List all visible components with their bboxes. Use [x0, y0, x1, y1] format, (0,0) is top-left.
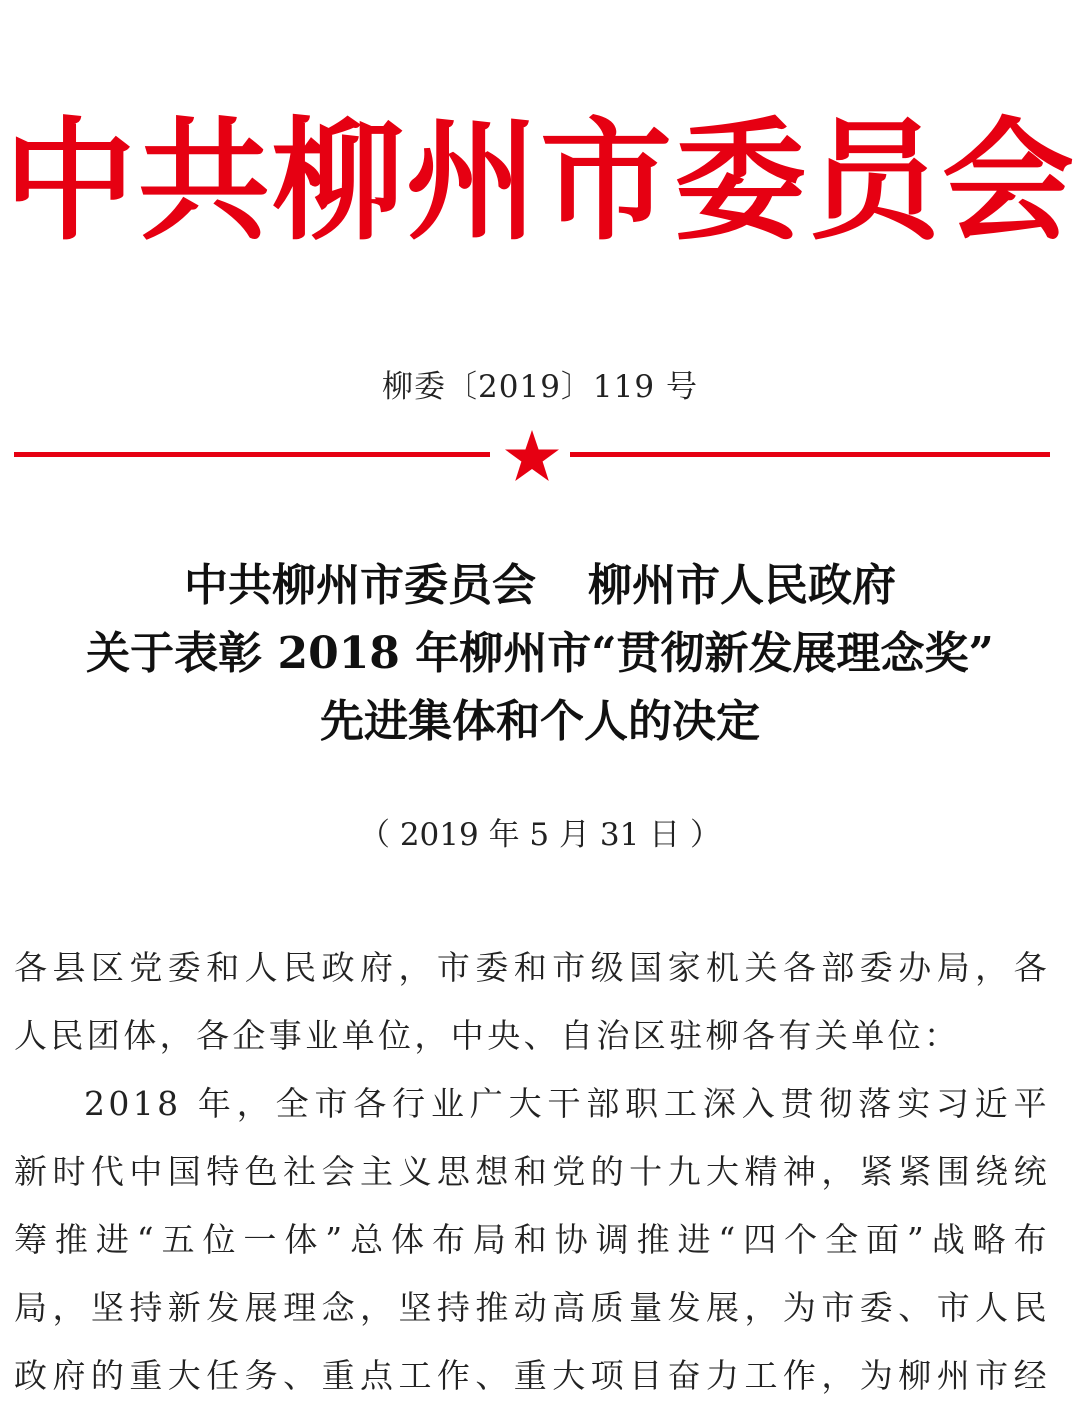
red-divider: [14, 428, 1050, 488]
paragraph-line: 2018 年，全市各行业广大干部职工深入贯彻落实习近平: [84, 1084, 1050, 1123]
title-line-2: 关于表彰 2018 年柳州市“贯彻新发展理念奖”: [86, 628, 994, 679]
addressee-line: 各县区党委和人民政府，市委和市级国家机关各部委办局，各: [14, 948, 1050, 987]
title-line-1: [0, 552, 1080, 620]
document-date: （ 2019 年 5 月 31 日 ）: [358, 817, 722, 853]
paragraph-line: 新时代中国特色社会主义思想和党的十九大精神，紧紧围绕统: [14, 1152, 1050, 1191]
title-issuer-party: 中共柳州市委员会: [184, 560, 536, 611]
issuer-masthead: 中共柳州市委员会: [4, 105, 1076, 259]
paragraph-line: 局，坚持新发展理念，坚持推动高质量发展，为市委、市人民: [14, 1288, 1050, 1327]
divider-rule-right: [570, 452, 1050, 457]
divider-rule-left: [14, 452, 490, 457]
document-body: [14, 934, 1050, 1410]
addressee-line: 人民团体，各企事业单位，中央、自治区驻柳各有关单位：: [14, 1016, 961, 1055]
paragraph-line: 筹推进“五位一体”总体布局和协调推进“四个全面”战略布: [14, 1220, 1050, 1259]
document-number: 柳委〔2019〕119 号: [382, 369, 698, 405]
star-icon: [504, 428, 560, 482]
document-title: [0, 552, 1080, 756]
paragraph-line: 政府的重大任务、重点工作、重大项目奋力工作，为柳州市经: [14, 1356, 1050, 1395]
title-issuer-government: 柳州市人民政府: [588, 560, 896, 611]
title-line-3: 先进集体和个人的决定: [320, 696, 760, 747]
